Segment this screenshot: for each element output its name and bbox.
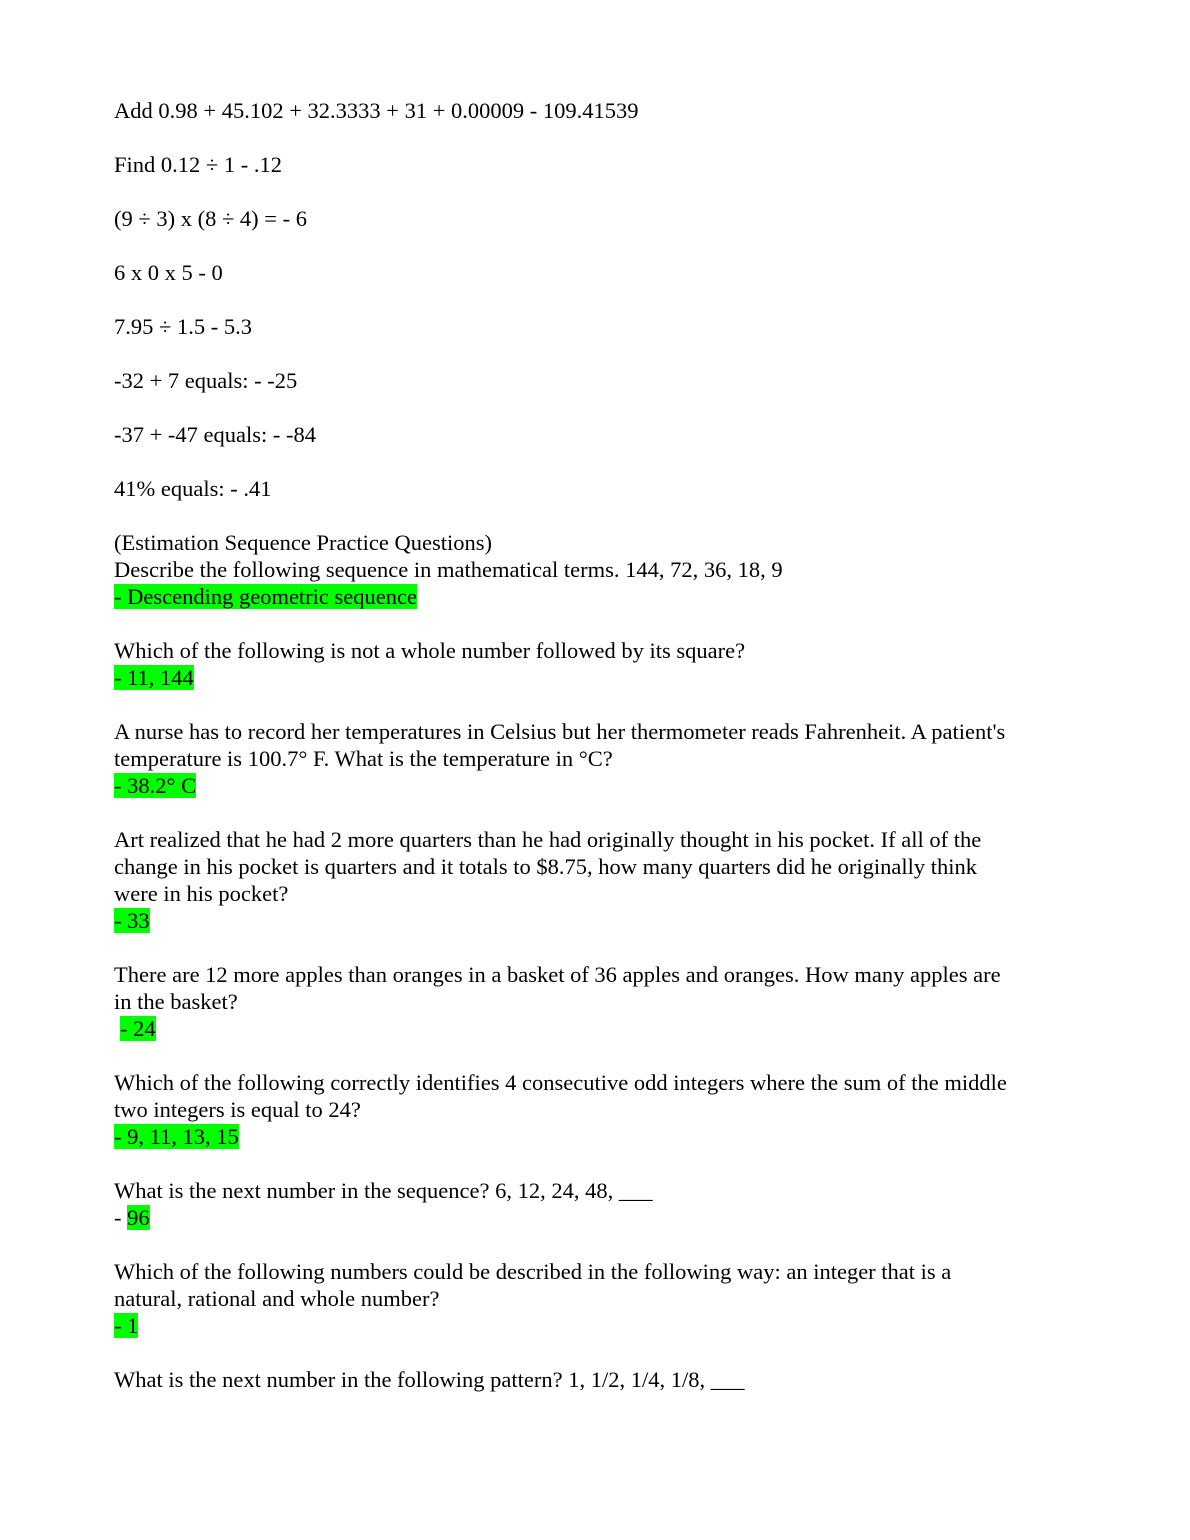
question-block (114, 826, 1054, 934)
question-text: temperature is 100.7° F. What is the temperature in °C? (114, 746, 613, 771)
problem-line: -37 + -47 equals: - -84 (114, 422, 317, 447)
question-text: change in his pocket is quarters and it totals to $8.75, how many quarters did he originally think (114, 854, 977, 879)
answer-highlight: - Descending geometric sequence (114, 584, 417, 609)
problem-line: 6 x 0 x 5 - 0 (114, 260, 223, 285)
question-text: Describe the following sequence in mathematical terms. 144, 72, 36, 18, 9 (114, 557, 783, 582)
question-text: A nurse has to record her temperatures in Celsius but her thermometer reads Fahrenheit. A patient's (114, 719, 1006, 744)
question-text: What is the next number in the following pattern? 1, 1/2, 1/4, 1/8, ___ (114, 1367, 745, 1392)
question-text: in the basket? (114, 989, 238, 1014)
document-page (114, 97, 1054, 1393)
answer-highlight: - 11, 144 (114, 665, 194, 690)
problem-line: -32 + 7 equals: - -25 (114, 368, 298, 393)
problem-line: Find 0.12 ÷ 1 - .12 (114, 152, 282, 177)
answer-highlight: - 1 (114, 1313, 139, 1338)
answer-line (114, 1015, 1054, 1042)
question-block (114, 1258, 1054, 1339)
question-block (114, 1069, 1054, 1150)
answer-line (114, 1312, 1054, 1339)
question-text: were in his pocket? (114, 881, 289, 906)
question-block (114, 1177, 1054, 1231)
answer-line (114, 583, 1054, 610)
section-heading: (Estimation Sequence Practice Questions) (114, 530, 493, 555)
answer-line (114, 1204, 1054, 1231)
question-block (114, 961, 1054, 1042)
problem-line: 41% equals: - .41 (114, 476, 272, 501)
problem-line: 7.95 ÷ 1.5 - 5.3 (114, 314, 252, 339)
question-text: Art realized that he had 2 more quarters than he had originally thought in his pocket. If all of the (114, 827, 982, 852)
answer-prefix: - (114, 1205, 128, 1230)
question-text: natural, rational and whole number? (114, 1286, 440, 1311)
question-text: Which of the following is not a whole number followed by its square? (114, 638, 746, 663)
question-text: Which of the following numbers could be described in the following way: an integer that is a (114, 1259, 952, 1284)
answer-highlight: 96 (127, 1205, 150, 1230)
question-text: two integers is equal to 24? (114, 1097, 361, 1122)
question-text: Which of the following correctly identifies 4 consecutive odd integers where the sum of the middle (114, 1070, 1007, 1095)
problem-line: Add 0.98 + 45.102 + 32.3333 + 31 + 0.00009 - 109.41539 (114, 98, 639, 123)
question-block (114, 529, 1054, 610)
answer-line (114, 907, 1054, 934)
question-block (114, 637, 1054, 691)
question-block (114, 1366, 1054, 1393)
question-block (114, 718, 1054, 799)
answer-highlight: - 38.2° C (114, 773, 197, 798)
question-text: What is the next number in the sequence? 6, 12, 24, 48, ___ (114, 1178, 653, 1203)
answer-highlight: - 24 (120, 1016, 156, 1041)
answer-line (114, 772, 1054, 799)
answer-line (114, 1123, 1054, 1150)
answer-highlight: - 33 (114, 908, 150, 933)
problem-line: (9 ÷ 3) x (8 ÷ 4) = - 6 (114, 206, 307, 231)
question-text: There are 12 more apples than oranges in a basket of 36 apples and oranges. How many apples are (114, 962, 1001, 987)
answer-line (114, 664, 1054, 691)
answer-highlight: - 9, 11, 13, 15 (114, 1124, 239, 1149)
